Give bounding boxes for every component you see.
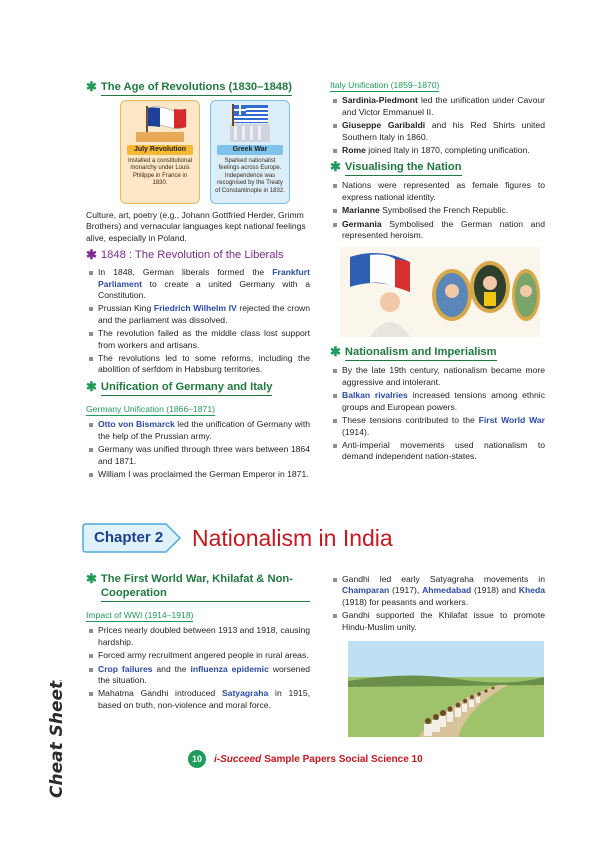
list-item: Balkan rivalries increased tensions among ethnic groups and European powers.	[330, 390, 545, 413]
list-item: William I was proclaimed the German Emperor in 1871.	[86, 469, 310, 480]
list-item: Giuseppe Garibaldi and his Red Shirts united Southern Italy in 1860.	[330, 120, 545, 143]
list-item: Mahatma Gandhi introduced Satyagraha in 1915, based on truth, non-violence and moral force.	[86, 688, 310, 711]
section-heading-liberals: ✱ 1848 : The Revolution of the Liberals	[86, 247, 284, 263]
page-number: 10	[188, 750, 206, 768]
chapter-title: Nationalism in India	[192, 524, 393, 551]
list-item: Prussian King Friedrich Wilhelm IV rejected the crown and the parliament was dissolved.	[86, 303, 310, 326]
list-item: These tensions contributed to the First World War (1914).	[330, 415, 545, 438]
list-item: Gandhi led early Satyagraha movements in Champaran (1917), Ahmedabad (1918) and Kheda (1918) for peasants and workers.	[330, 574, 545, 608]
section-heading-revolutions: ✱ The Age of Revolutions (1830–1848)	[86, 79, 292, 94]
left-column	[86, 80, 310, 482]
card-greek-war: Greek War Sparked nationalist feelings across Europe. Independence was recognised by the Treaty of Constantinople in 1832.	[210, 100, 290, 204]
svg-text:Cheat Sheets: Cheat Sheets	[47, 680, 67, 798]
list-item: Prices nearly doubled between 1913 and 1918, causing hardship.	[86, 625, 310, 648]
list-item: Nations were represented as female figures to express national identity.	[330, 180, 545, 203]
chapter-banner	[82, 522, 393, 554]
liberals-list	[86, 267, 310, 376]
list-item: Germany was unified through three wars between 1864 and 1871.	[86, 444, 310, 467]
list-item: In 1848, German liberals formed the Frankfurt Parliament to create a united Germany with a Constitution.	[86, 267, 310, 301]
french-flag-icon	[121, 101, 199, 145]
page-footer	[188, 750, 423, 768]
india-right-column	[330, 574, 545, 737]
imperialism-list	[330, 365, 545, 462]
right-column	[330, 80, 545, 465]
wwi-subheading: Impact of WWI (1914–1918)	[86, 610, 193, 622]
italy-list	[330, 95, 545, 156]
list-item: The revolution failed as the middle class lost support from workers and artisans.	[86, 328, 310, 351]
india-left-column	[86, 572, 310, 713]
footer-brand: i-Succeed	[214, 753, 262, 765]
footer-title: Sample Papers Social Science 10	[264, 753, 423, 765]
list-item: Otto von Bismarck led the unification of Germany with the help of the Prussian army.	[86, 419, 310, 442]
satyagraha-march-illustration	[348, 641, 544, 737]
germany-subheading: Germany Unification (1866–1871)	[86, 404, 215, 416]
section-heading-wwi-khilafat: ✱ The First World War, Khilafat & Non-Cooperation	[86, 572, 310, 602]
germany-list	[86, 419, 310, 480]
satyagraha-list	[330, 574, 545, 633]
list-item: Germania Symbolised the German nation and represented heroism.	[330, 219, 545, 242]
list-item: Gandhi supported the Khilafat issue to promote Hindu-Muslim unity.	[330, 610, 545, 633]
list-item: Marianne Symbolised the French Republic.	[330, 205, 545, 216]
asterisk-icon: ✱	[86, 571, 97, 586]
visualising-list	[330, 180, 545, 241]
asterisk-icon: ✱	[86, 247, 97, 263]
greek-flag-icon	[211, 101, 289, 145]
card-july-revolution: July Revolution Installed a constitutional monarchy under Louis Philippe in France in 1830.	[120, 100, 200, 204]
culture-paragraph: Culture, art, poetry (e.g., Johann Gottfried Herder, Grimm Brothers) and vernacular languages kept national feelings alive, especially in Poland.	[86, 210, 306, 243]
chapter-tag: Chapter 2	[82, 522, 184, 554]
list-item: Sardinia-Piedmont led the unification under Cavour and Victor Emmanuel II.	[330, 95, 545, 118]
list-item: Anti-imperial movements used nationalism to demand independent nation-states.	[330, 440, 545, 463]
section-heading-imperialism: ✱ Nationalism and Imperialism	[330, 344, 497, 360]
asterisk-icon: ✱	[330, 344, 341, 360]
revolution-cards	[120, 100, 310, 204]
list-item: Forced army recruitment angered people in rural areas.	[86, 650, 310, 661]
section-heading-unification: ✱ Unification of Germany and Italy	[86, 378, 273, 394]
cheat-sheets-mark	[40, 680, 72, 800]
list-item: The revolutions led to some reforms, including the abolition of serfdom in Habsburg territories.	[86, 353, 310, 376]
asterisk-icon: ✱	[86, 79, 97, 94]
asterisk-icon: ✱	[86, 378, 97, 394]
list-item: Crop failures and the influenza epidemic worsened the situation.	[86, 664, 310, 687]
asterisk-icon: ✱	[330, 159, 341, 175]
wwi-list	[86, 625, 310, 711]
section-heading-visualising: ✱ Visualising the Nation	[330, 159, 462, 175]
list-item: By the late 19th century, nationalism became more aggressive and intolerant.	[330, 365, 545, 388]
list-item: Rome joined Italy in 1870, completing unification.	[330, 145, 545, 156]
italy-subheading: Italy Unification (1859–1870)	[330, 80, 439, 92]
nation-allegory-illustration	[340, 247, 540, 337]
